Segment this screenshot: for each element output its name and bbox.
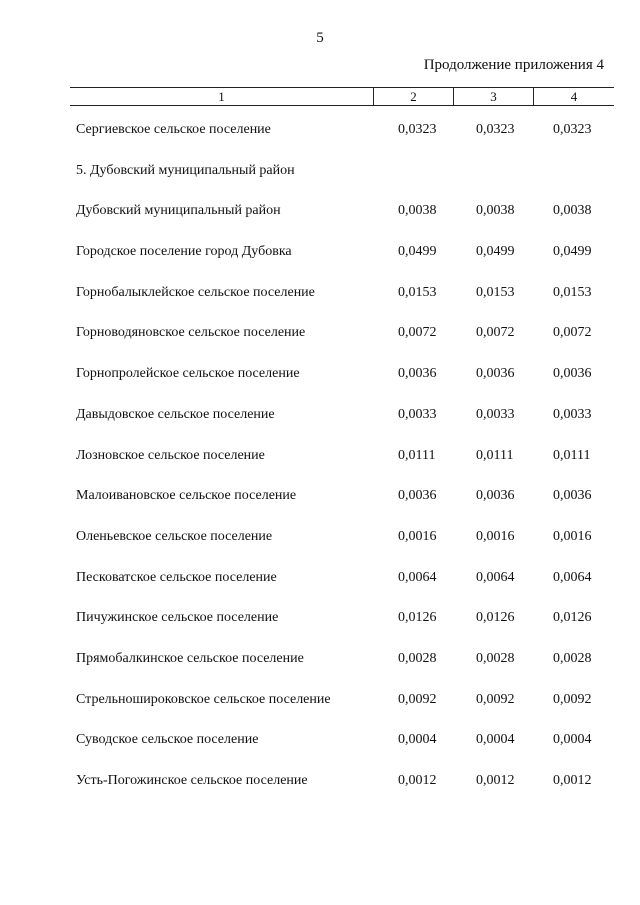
- row-value-col2: 0,0004: [398, 732, 437, 748]
- column-header-3: 3: [453, 88, 533, 105]
- row-name: Горноводяновское сельское поселение: [76, 325, 306, 341]
- row-value-col3: 0,0016: [476, 528, 515, 544]
- row-value-col4: 0,0028: [553, 650, 592, 666]
- row-value-col3: 0,0036: [476, 366, 515, 382]
- row-value-col3: 0,0092: [476, 691, 515, 707]
- row-value-col2: 0,0499: [398, 244, 437, 260]
- row-value-col4: 0,0036: [553, 366, 592, 382]
- row-name: Дубовский муниципальный район: [76, 203, 281, 219]
- row-value-col3: 0,0036: [476, 488, 515, 504]
- row-name: Городское поселение город Дубовка: [76, 244, 292, 260]
- row-value-col3: 0,0126: [476, 610, 515, 626]
- row-value-col2: 0,0033: [398, 406, 437, 422]
- row-value-col4: 0,0004: [553, 732, 592, 748]
- continuation-note: Продолжение приложения 4: [423, 57, 604, 73]
- row-name: Малоивановское сельское поселение: [76, 488, 297, 504]
- row-value-col3: 0,0072: [476, 325, 515, 341]
- table-row: [76, 732, 636, 773]
- row-value-col4: 0,0126: [553, 610, 592, 626]
- row-name: Горнопролейское сельское поселение: [76, 366, 300, 382]
- row-name: Давыдовское сельское поселение: [76, 406, 275, 422]
- row-value-col4: 0,0016: [553, 528, 592, 544]
- row-value-col4: 0,0072: [553, 325, 592, 341]
- row-value-col4: 0,0036: [553, 488, 592, 504]
- row-name: Усть-Погожинское сельское поселение: [76, 773, 308, 788]
- table-row: [76, 325, 636, 366]
- row-name: Песковатское сельское поселение: [76, 569, 277, 585]
- row-value-col4: 0,0153: [553, 284, 592, 300]
- row-value-col2: 0,0323: [398, 122, 437, 137]
- row-value-col4: 0,0012: [553, 773, 592, 788]
- row-value-col3: 0,0004: [476, 732, 515, 748]
- table-row: [76, 407, 636, 448]
- row-name: Горнобалыклейское сельское поселение: [76, 284, 315, 300]
- table-row: [76, 163, 636, 204]
- row-value-col2: 0,0064: [398, 569, 437, 585]
- row-value-col4: 0,0499: [553, 244, 592, 260]
- row-value-col2: 0,0153: [398, 284, 437, 300]
- row-name: Пичужинское сельское поселение: [76, 610, 279, 626]
- row-name: 5. Дубовский муниципальный район: [76, 162, 295, 178]
- table-row: [76, 448, 636, 489]
- row-value-col3: 0,0323: [476, 122, 515, 137]
- row-value-col4: 0,0092: [553, 691, 592, 707]
- table-body: [76, 122, 636, 814]
- table-row: [76, 651, 636, 692]
- row-name: Оленьевское сельское поселение: [76, 528, 273, 544]
- row-value-col2: 0,0036: [398, 488, 437, 504]
- table-row: [76, 773, 636, 814]
- page-number: 5: [316, 30, 324, 46]
- table-row: [76, 203, 636, 244]
- row-value-col3: 0,0038: [476, 203, 515, 219]
- row-name: Прямобалкинское сельское поселение: [76, 650, 304, 666]
- row-name: Суводское сельское поселение: [76, 732, 259, 748]
- row-value-col4: 0,0033: [553, 406, 592, 422]
- row-value-col4: 0,0111: [553, 447, 591, 463]
- column-header-4: 4: [533, 88, 614, 105]
- row-name: Лозновское сельское поселение: [76, 447, 265, 463]
- row-value-col2: 0,0126: [398, 610, 437, 626]
- column-header-1: 1: [218, 89, 225, 104]
- row-value-col4: 0,0064: [553, 569, 592, 585]
- table-row: [76, 610, 636, 651]
- row-value-col3: 0,0111: [476, 447, 514, 463]
- row-name: Сергиевское сельское поселение: [76, 122, 271, 137]
- row-value-col3: 0,0028: [476, 650, 515, 666]
- row-value-col3: 0,0153: [476, 284, 515, 300]
- row-name: Стрельноширoковское сельское поселение: [76, 691, 331, 707]
- table-row: [76, 529, 636, 570]
- table-row: [76, 285, 636, 326]
- row-value-col2: 0,0111: [398, 447, 436, 463]
- table-row: [76, 570, 636, 611]
- row-value-col2: 0,0012: [398, 773, 437, 788]
- table-row: [76, 488, 636, 529]
- row-value-col4: 0,0323: [553, 122, 592, 137]
- row-value-col2: 0,0038: [398, 203, 437, 219]
- row-value-col2: 0,0092: [398, 691, 437, 707]
- row-value-col2: 0,0072: [398, 325, 437, 341]
- row-value-col2: 0,0028: [398, 650, 437, 666]
- table-row: [76, 692, 636, 733]
- row-value-col3: 0,0033: [476, 406, 515, 422]
- table-header: [70, 87, 614, 106]
- row-value-col2: 0,0016: [398, 528, 437, 544]
- row-value-col4: 0,0038: [553, 203, 592, 219]
- row-value-col3: 0,0499: [476, 244, 515, 260]
- row-value-col2: 0,0036: [398, 366, 437, 382]
- table-row: [76, 244, 636, 285]
- table-row: [76, 366, 636, 407]
- row-value-col3: 0,0012: [476, 773, 515, 788]
- column-header-2: 2: [373, 88, 453, 105]
- table-row: [76, 122, 636, 163]
- row-value-col3: 0,0064: [476, 569, 515, 585]
